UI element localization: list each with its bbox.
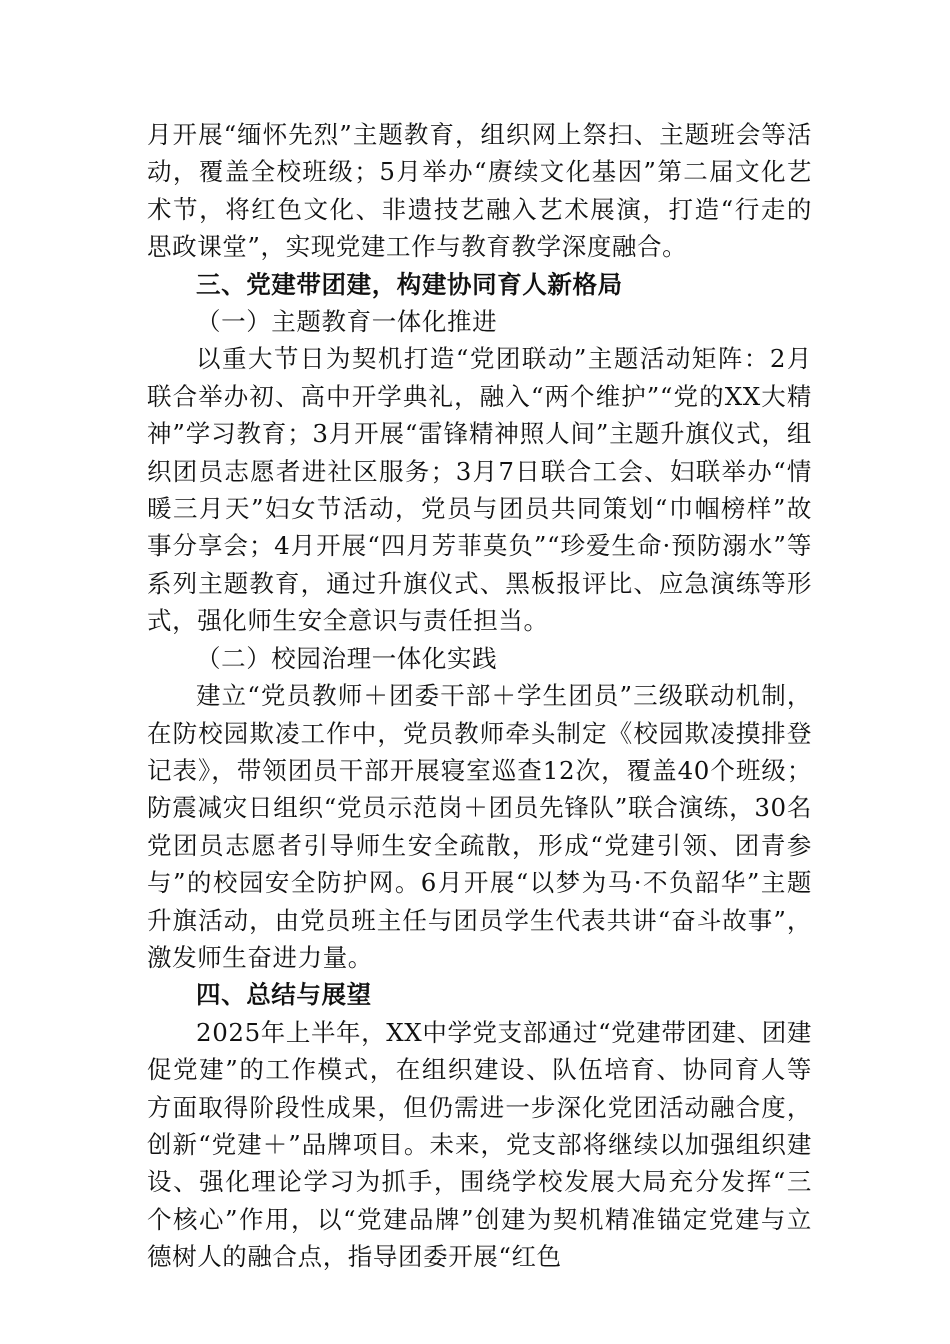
section-heading-3: 三、党建带团建，构建协同育人新格局: [196, 269, 623, 299]
subsection-heading-1: （一）主题教育一体化推进: [196, 307, 498, 337]
subsection-1-paragraph: 以重大节日为契机打造“党团联动”主题活动矩阵：2月联合举办初、高中开学典礼，融入“两个维护”“党的XX大精神”学习教育；3月开展“雷锋精神照人间”主题升旗仪式，组织团员志愿者进社区服务；3月7日联合工会、妇联举办“情暖三月天”妇女节活动，党员与团员共同策划“巾帼榜样”故事分享会；4月开展“四月芳菲莫负”“珍爱生命·预防溺水”等系列主题教育，通过升旗仪式、黑板报评比、应急演练等形式，强化师生安全意识与责任担当。: [147, 344, 812, 636]
summary-paragraph: 2025年上半年，XX中学党支部通过“党建带团建、团建促党建”的工作模式，在组织建设、队伍培育、协同育人等方面取得阶段性成果，但仍需进一步深化党团活动融合度，创新“党建＋”品牌项目。未来，党支部将继续以加强组织建设、强化理论学习为抓手，围绕学校发展大局充分发挥“三个核心”作用，以“党建品牌”创建为契机精准锚定党建与立德树人的融合点，指导团委开展“红色: [147, 1017, 812, 1272]
intro-paragraph: 月开展“缅怀先烈”主题教育，组织网上祭扫、主题班会等活动，覆盖全校班级；5月举办“赓续文化基因”第二届文化艺术节，将红色文化、非遗技艺融入艺术展演，打造“行走的思政课堂”，实现党建工作与教育教学深度融合。: [147, 120, 812, 262]
document-body: [147, 116, 812, 1276]
subsection-heading-2: （二）校园治理一体化实践: [196, 643, 498, 673]
subsection-2-paragraph: 建立“党员教师＋团委干部＋学生团员”三级联动机制，在防校园欺凌工作中，党员教师牵头制定《校园欺凌摸排登记表》，带领团员干部开展寝室巡查12次，覆盖40个班级；防震减灾日组织“党员示范岗＋团员先锋队”联合演练，30名党团员志愿者引导师生安全疏散，形成“党建引领、团青参与”的校园安全防护网。6月开展“以梦为马·不负韶华”主题升旗活动，由党员班主任与团员学生代表共讲“奋斗故事”，激发师生奋进力量。: [147, 681, 812, 972]
section-heading-4: 四、总结与展望: [196, 980, 372, 1010]
